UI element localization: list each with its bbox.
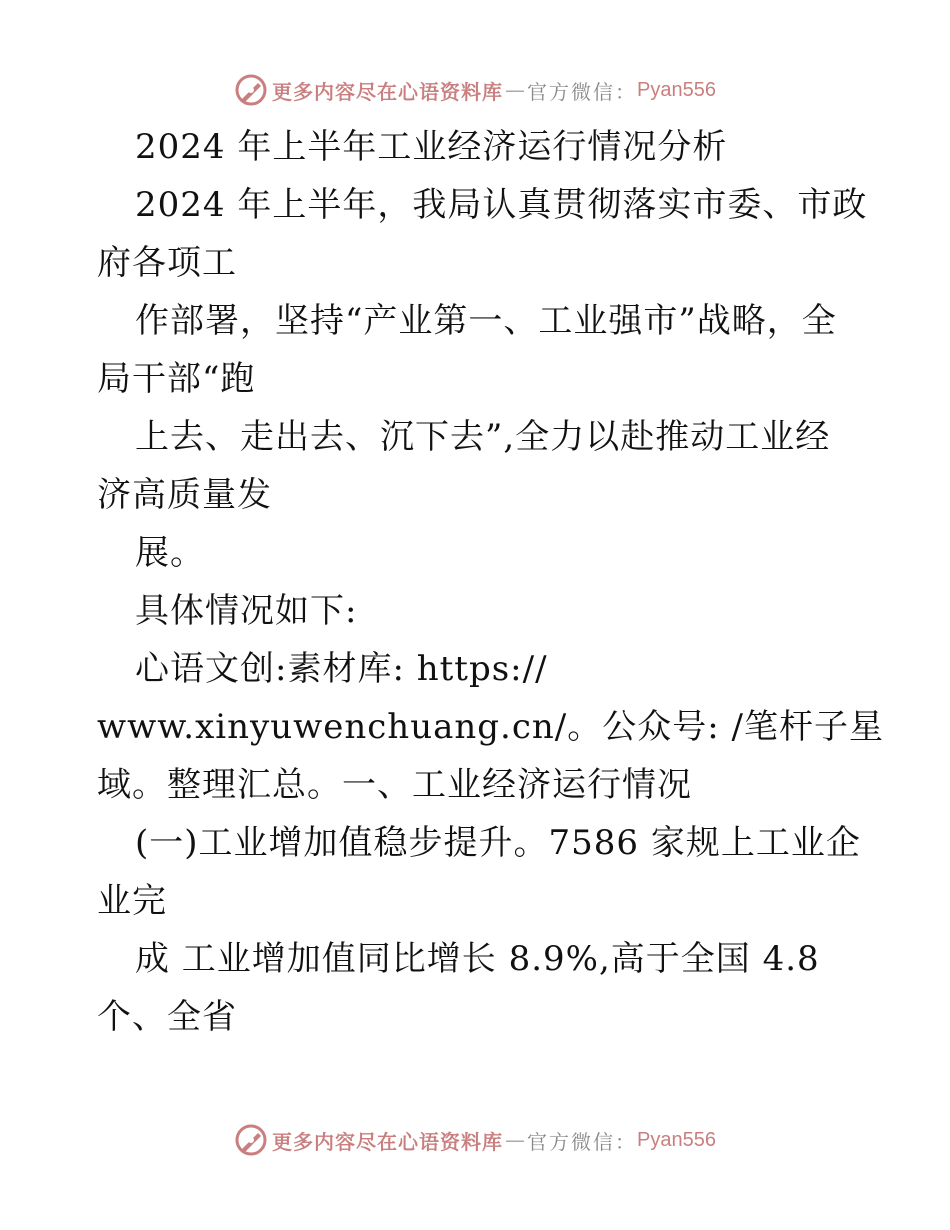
paragraph-line: 展。 xyxy=(135,533,205,573)
header-watermark xyxy=(0,70,950,110)
watermark-wechat-id: Pyan556 xyxy=(637,78,716,101)
paragraph-line: 业完 xyxy=(97,881,167,921)
paragraph-line: 心语文创:素材库: https:// xyxy=(135,649,548,689)
document-title: 2024 年上半年工业经济运行情况分析 xyxy=(135,127,728,167)
watermark-main-text: 更多内容尽在心语资料库 xyxy=(272,1129,504,1154)
paragraph-line: 2024 年上半年，我局认真贯彻落实市委、市政 xyxy=(135,185,868,225)
watermark-wechat-label: 官方微信： xyxy=(527,79,638,104)
paragraph-line: www.xinyuwenchuang.cn/。公众号: /笔杆子星 xyxy=(97,707,884,747)
paragraph-line: 济高质量发 xyxy=(97,475,272,515)
pen-logo-icon xyxy=(234,73,268,107)
watermark-dash: — xyxy=(505,1128,526,1152)
watermark-wechat-label: 官方微信： xyxy=(527,1129,638,1154)
footer-watermark xyxy=(0,1120,950,1160)
paragraph-line: 府各项工 xyxy=(97,243,237,283)
paragraph-line: (一)工业增加值稳步提升。7586 家规上工业企 xyxy=(135,823,861,863)
paragraph-line: 成 工业增加值同比增长 8.9%,高于全国 4.8 xyxy=(135,939,820,979)
watermark-dash: — xyxy=(505,78,526,102)
watermark-wechat-id: Pyan556 xyxy=(637,1128,716,1151)
paragraph-line: 上去、走出去、沉下去”,全力以赴推动工业经 xyxy=(135,417,831,457)
paragraph-line: 作部署，坚持“产业第一、工业强市”战略，全 xyxy=(135,301,837,341)
paragraph-line: 个、全省 xyxy=(97,997,237,1037)
paragraph-line: 具体情况如下: xyxy=(135,591,358,631)
paragraph-line: 局干部“跑 xyxy=(97,359,256,399)
paragraph-line: 域。整理汇总。一、工业经济运行情况 xyxy=(97,765,692,805)
watermark-main-text: 更多内容尽在心语资料库 xyxy=(272,79,504,104)
pen-logo-icon xyxy=(234,1123,268,1157)
